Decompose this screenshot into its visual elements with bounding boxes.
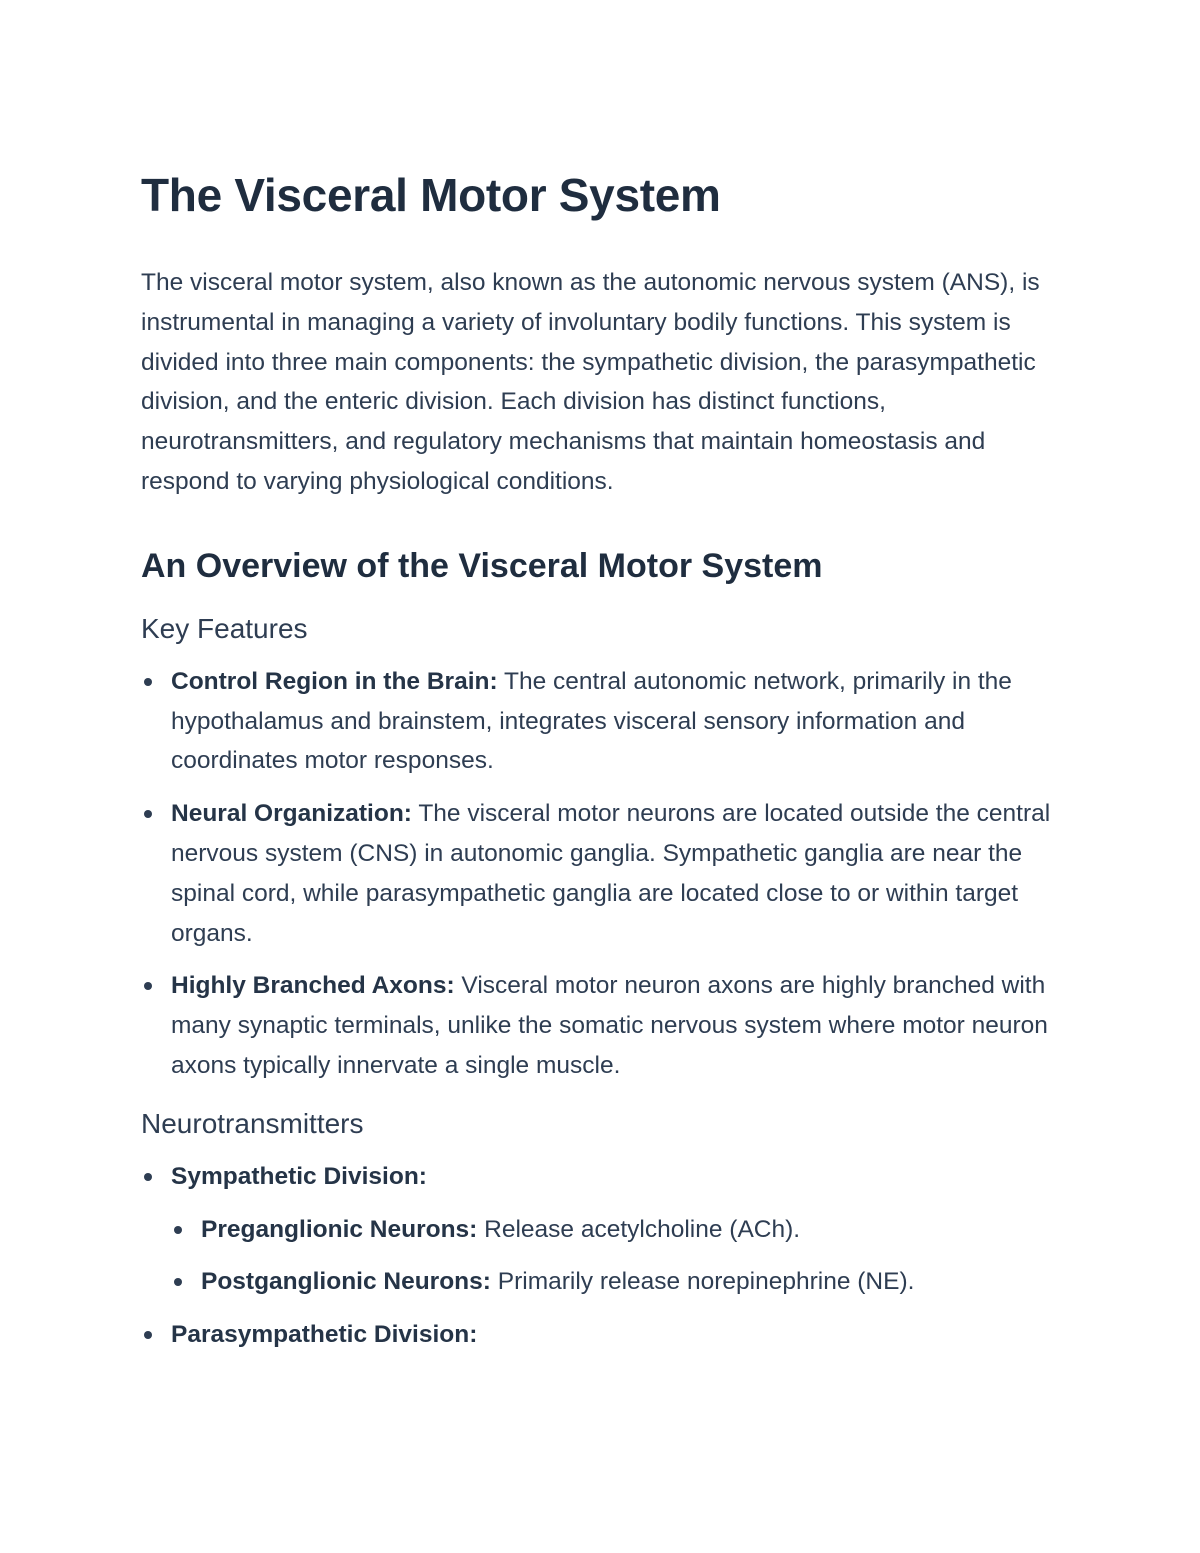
sub-list-item [171, 1262, 1066, 1302]
section-heading: An Overview of the Visceral Motor System [141, 546, 823, 585]
intro-paragraph: The visceral motor system, also known as the autonomic nervous system (ANS), is instrumental in managing a variety of involuntary bodily functions. This system is divided into three main components: the sympathetic division, the parasympathetic division, and the enteric division. Each division has distinct functions, neurotransmitters, and regulatory mechanisms that maintain homeostasis and respond to varying physiological conditions. [141, 269, 1040, 495]
key-features-list [141, 662, 1066, 1086]
list-item-term: Sympathetic Division: [171, 1162, 427, 1190]
list-item-text: The visceral motor neurons are located outside the central nervous system (CNS) in autonomic ganglia. Sympathetic ganglia are near the spinal cord, while parasympathetic ganglia are located close to or within target organs. [171, 800, 1051, 947]
list-item-term: Preganglionic Neurons: [201, 1215, 478, 1243]
list-item-term: Control Region in the Brain: [171, 667, 498, 695]
sympathetic-sub-list [171, 1210, 1066, 1303]
sub-list-item [171, 1210, 1066, 1250]
list-item-term: Highly Branched Axons: [171, 972, 455, 1000]
page-title: The Visceral Motor System [141, 169, 721, 221]
list-item-term: Parasympathetic Division: [171, 1321, 478, 1349]
list-item [141, 966, 1066, 1085]
list-item [141, 1157, 1066, 1302]
list-item-text: Release acetylcholine (ACh). [477, 1215, 801, 1243]
neurotransmitters-list [141, 1157, 1066, 1355]
key-features-heading: Key Features [141, 612, 308, 644]
neurotransmitters-heading: Neurotransmitters [141, 1107, 364, 1139]
list-item-term: Postganglionic Neurons: [201, 1268, 491, 1296]
list-item-text: Visceral motor neuron axons are highly branched with many synaptic terminals, unlike the somatic nervous system where motor neuron axons typically innervate a single muscle. [171, 972, 1048, 1079]
list-item-text: The central autonomic network, primarily in the hypothalamus and brainstem, integrates visceral sensory information and coordinates motor responses. [171, 667, 1012, 775]
document-page [141, 165, 1066, 1368]
list-item-term: Neural Organization: [171, 800, 412, 828]
list-item [141, 794, 1066, 953]
list-item-text: Primarily release norepinephrine (NE). [490, 1268, 915, 1296]
list-item [141, 662, 1066, 781]
list-item [141, 1315, 1066, 1355]
